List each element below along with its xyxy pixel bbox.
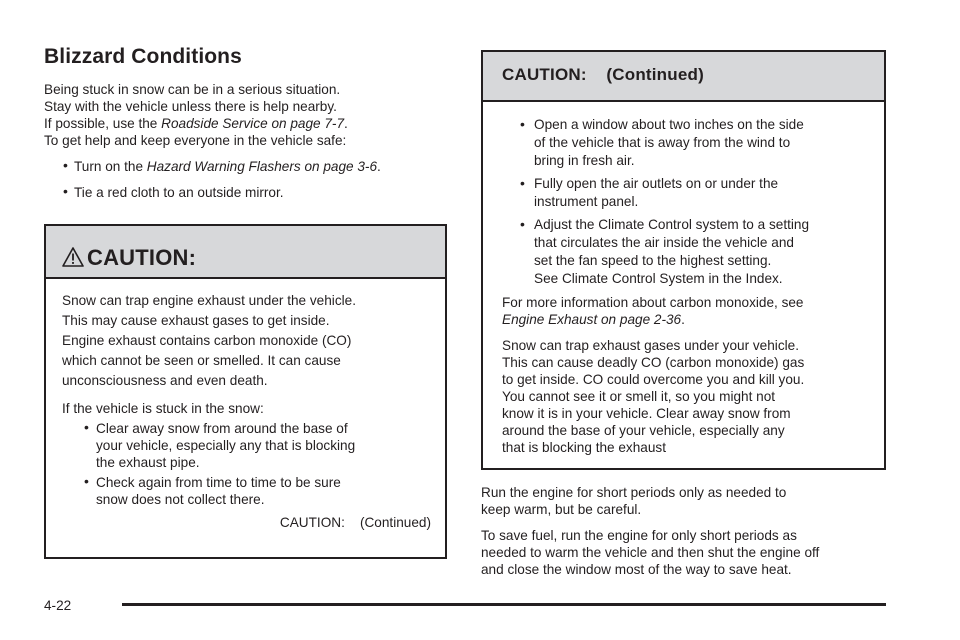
caution-continued-label: CAUTION: (Continued) xyxy=(279,515,431,530)
safety-bullet-list xyxy=(44,158,447,201)
bullet-line: Fully open the air outlets on or under the xyxy=(534,176,779,191)
intro-line-2: Stay with the vehicle unless there is help nearby. xyxy=(44,99,337,114)
snow-exhaust-paragraph xyxy=(502,337,872,456)
intro-line-3-suffix: . xyxy=(344,116,348,131)
bullet-icon: • xyxy=(63,183,68,199)
caution-bullet-item xyxy=(502,175,872,211)
bullet-text: Tie a red cloth to an outside mirror. xyxy=(74,185,284,200)
bullet-icon: • xyxy=(520,175,525,191)
hazard-flashers-link[interactable]: Hazard Warning Flashers on page 3-6 xyxy=(146,159,378,174)
bullet-line: the exhaust pipe. xyxy=(96,455,200,470)
paragraph-line: around the base of your vehicle, especially any xyxy=(502,423,785,438)
paragraph-line: Run the engine for short periods only as needed to xyxy=(481,485,787,500)
caution-line: Engine exhaust contains carbon monoxide (CO) xyxy=(62,333,352,348)
left-column xyxy=(44,44,447,559)
caution-box xyxy=(44,224,447,559)
more-info-suffix: . xyxy=(681,312,685,327)
paragraph-line: needed to warm the vehicle and then shut the engine off xyxy=(481,545,820,560)
caution-continued-title: CAUTION: (Continued) xyxy=(502,65,704,84)
paragraph-line: This can cause deadly CO (carbon monoxide) gas xyxy=(502,355,805,370)
bullet-line: bring in fresh air. xyxy=(534,153,635,168)
bullet-suffix: . xyxy=(377,159,381,174)
bullet-item xyxy=(44,184,447,201)
more-info-line: For more information about carbon monoxide, see xyxy=(502,295,804,310)
intro-line-3-prefix: If possible, use the xyxy=(44,116,162,131)
page-number: 4-22 xyxy=(44,598,72,613)
paragraph-line: Snow can trap exhaust gases under your vehicle. xyxy=(502,338,799,353)
bullet-line: that circulates the air inside the vehicle and xyxy=(534,235,794,250)
caution-title: CAUTION: xyxy=(87,244,197,270)
more-info-paragraph xyxy=(502,294,872,328)
caution-line: This may cause exhaust gases to get inside. xyxy=(62,313,330,328)
roadside-service-link[interactable]: Roadside Service on page 7-7 xyxy=(161,116,345,131)
paragraph-line: know it is in your vehicle. Clear away snow from xyxy=(502,406,791,421)
caution-bullet-item xyxy=(62,420,431,471)
after-caution-text xyxy=(481,484,886,578)
caution-continued-body xyxy=(483,102,884,456)
paragraph-line: that is blocking the exhaust xyxy=(502,440,666,455)
footer-rule xyxy=(122,603,886,606)
caution-line: which cannot be seen or smelled. It can cause xyxy=(62,353,341,368)
bullet-icon: • xyxy=(84,473,89,489)
bullet-icon: • xyxy=(520,216,525,232)
bullet-line: set the fan speed to the highest setting. xyxy=(534,253,772,268)
paragraph-line: keep warm, but be careful. xyxy=(481,502,642,517)
engine-exhaust-link[interactable]: Engine Exhaust on page 2-36 xyxy=(502,312,682,327)
paragraph-line: You cannot see it or smell it, so you might not xyxy=(502,389,776,404)
bullet-prefix: Turn on the xyxy=(74,159,147,174)
save-fuel-paragraph xyxy=(481,527,886,578)
run-engine-paragraph xyxy=(481,484,886,518)
bullet-item xyxy=(44,158,447,175)
caution-subhead: If the vehicle is stuck in the snow: xyxy=(62,401,264,416)
bullet-icon: • xyxy=(63,157,68,173)
caution-bullet-item xyxy=(502,116,872,170)
right-column xyxy=(481,50,886,578)
intro-line-4: To get help and keep everyone in the vehicle safe: xyxy=(44,133,347,148)
caution-bullet-item xyxy=(62,474,431,508)
caution-continued-box xyxy=(481,50,886,470)
caution-header xyxy=(46,226,445,279)
bullet-line: See Climate Control System in the Index. xyxy=(534,271,783,286)
paragraph-line: To save fuel, run the engine for only short periods as xyxy=(481,528,797,543)
bullet-icon: • xyxy=(84,419,89,435)
caution-continued-header xyxy=(483,52,884,102)
caution-body xyxy=(46,279,445,531)
bullet-line: Clear away snow from around the base of xyxy=(96,421,348,436)
intro-line-3 xyxy=(44,115,447,132)
bullet-line: Open a window about two inches on the side xyxy=(534,117,804,132)
bullet-icon: • xyxy=(520,116,525,132)
bullet-line: of the vehicle that is away from the wind to xyxy=(534,135,791,150)
warning-triangle-icon xyxy=(62,246,84,268)
bullet-line: Adjust the Climate Control system to a setting xyxy=(534,217,810,232)
caution-line: unconsciousness and even death. xyxy=(62,373,268,388)
bullet-line: instrument panel. xyxy=(534,194,639,209)
paragraph-line: and close the window most of the way to save heat. xyxy=(481,562,792,577)
caution-line: Snow can trap engine exhaust under the vehicle. xyxy=(62,293,356,308)
section-heading: Blizzard Conditions xyxy=(44,45,242,68)
bullet-line: your vehicle, especially any that is blocking xyxy=(96,438,356,453)
bullet-line: snow does not collect there. xyxy=(96,492,265,507)
caution-bullet-item xyxy=(502,216,872,288)
intro-line-1: Being stuck in snow can be in a serious situation. xyxy=(44,82,341,97)
bullet-line: Check again from time to time to be sure xyxy=(96,475,341,490)
paragraph-line: to get inside. CO could overcome you and kill you. xyxy=(502,372,805,387)
